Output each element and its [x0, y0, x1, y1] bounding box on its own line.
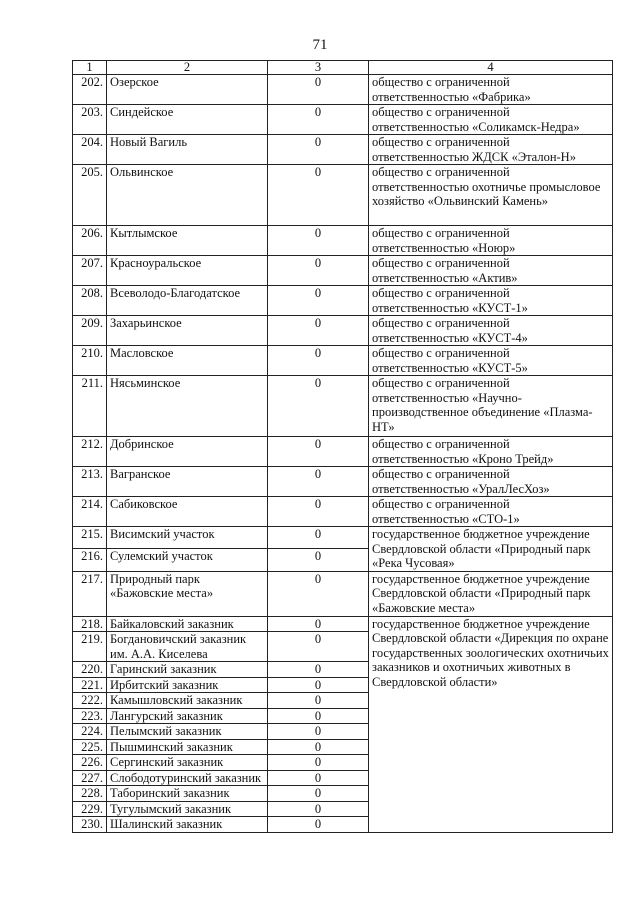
owner-organization: общество с ограниченной ответственностью ЖДСК «Эталон-Н»	[369, 135, 613, 165]
area-value: 0	[268, 632, 369, 662]
area-value: 0	[268, 571, 369, 616]
area-value: 0	[268, 616, 369, 632]
area-value: 0	[268, 376, 369, 437]
territory-name: Природный парк «Бажовские места»	[107, 571, 268, 616]
owner-organization-merged: государственное бюджетное учреждение Свердловской области «Природный парк «Бажовские места»	[369, 571, 613, 616]
territory-name: Синдейское	[107, 105, 268, 135]
territory-name: Тугулымский заказник	[107, 801, 268, 817]
row-number: 209.	[73, 316, 107, 346]
owner-organization: общество с ограниченной ответственностью «КУСТ-4»	[369, 316, 613, 346]
table-row	[73, 316, 613, 346]
area-value: 0	[268, 708, 369, 724]
row-number: 215.	[73, 527, 107, 549]
territory-name: Кытлымское	[107, 226, 268, 256]
territory-name: Сергинский заказник	[107, 755, 268, 771]
table-header	[73, 61, 613, 75]
row-number: 217.	[73, 571, 107, 616]
territory-name: Висимский участок	[107, 527, 268, 549]
row-number: 228.	[73, 786, 107, 802]
territory-name: Добринское	[107, 437, 268, 467]
row-number: 218.	[73, 616, 107, 632]
table-row	[73, 75, 613, 105]
area-value: 0	[268, 770, 369, 786]
header-col-1: 1	[73, 61, 107, 75]
area-value: 0	[268, 346, 369, 376]
area-value: 0	[268, 755, 369, 771]
area-value: 0	[268, 724, 369, 740]
row-number: 205.	[73, 165, 107, 226]
area-value: 0	[268, 256, 369, 286]
owner-organization: общество с ограниченной ответственностью «УралЛесХоз»	[369, 467, 613, 497]
table-row	[73, 256, 613, 286]
row-number: 221.	[73, 677, 107, 693]
territory-name: Сулемский участок	[107, 549, 268, 571]
owner-organization: общество с ограниченной ответственностью «Ноюр»	[369, 226, 613, 256]
table-row	[73, 497, 613, 527]
row-number: 223.	[73, 708, 107, 724]
row-number: 208.	[73, 286, 107, 316]
row-number: 229.	[73, 801, 107, 817]
territory-name: Всеволодо-Благодатское	[107, 286, 268, 316]
territory-name: Пышминский заказник	[107, 739, 268, 755]
territory-name: Красноуральское	[107, 256, 268, 286]
area-value: 0	[268, 316, 369, 346]
table-row	[73, 346, 613, 376]
table-row	[73, 437, 613, 467]
territory-name: Ирбитский заказник	[107, 677, 268, 693]
row-number: 225.	[73, 739, 107, 755]
row-number: 222.	[73, 693, 107, 709]
table-row	[73, 165, 613, 226]
territory-name: Масловское	[107, 346, 268, 376]
territory-name: Озерское	[107, 75, 268, 105]
owner-organization: общество с ограниченной ответственностью «КУСТ-1»	[369, 286, 613, 316]
row-number: 204.	[73, 135, 107, 165]
area-value: 0	[268, 801, 369, 817]
row-number: 214.	[73, 497, 107, 527]
row-number: 230.	[73, 817, 107, 833]
row-number: 227.	[73, 770, 107, 786]
territory-name: Нясьминское	[107, 376, 268, 437]
row-number: 226.	[73, 755, 107, 771]
row-number: 211.	[73, 376, 107, 437]
area-value: 0	[268, 817, 369, 833]
territory-name: Вагранское	[107, 467, 268, 497]
header-col-4: 4	[369, 61, 613, 75]
territory-name: Богдановичский заказник им. А.А. Киселева	[107, 632, 268, 662]
territory-name: Захарьинское	[107, 316, 268, 346]
table-row	[73, 226, 613, 256]
row-number: 219.	[73, 632, 107, 662]
area-value: 0	[268, 75, 369, 105]
row-number: 216.	[73, 549, 107, 571]
territory-name: Камышловский заказник	[107, 693, 268, 709]
owner-organization: общество с ограниченной ответственностью охотничье промысловое хозяйство «Ольвинский Камень»	[369, 165, 613, 226]
row-number: 220.	[73, 662, 107, 678]
row-number: 207.	[73, 256, 107, 286]
header-col-2: 2	[107, 61, 268, 75]
territory-name: Шалинский заказник	[107, 817, 268, 833]
table-row	[73, 286, 613, 316]
owner-organization: общество с ограниченной ответственностью «СТО-1»	[369, 497, 613, 527]
area-value: 0	[268, 226, 369, 256]
area-value: 0	[268, 105, 369, 135]
territory-name: Пелымский заказник	[107, 724, 268, 740]
row-number: 203.	[73, 105, 107, 135]
area-value: 0	[268, 135, 369, 165]
area-value: 0	[268, 549, 369, 571]
territory-name: Гаринский заказник	[107, 662, 268, 678]
area-value: 0	[268, 165, 369, 226]
territory-name: Лангурский заказник	[107, 708, 268, 724]
territory-name: Таборинский заказник	[107, 786, 268, 802]
registry-table	[72, 60, 613, 833]
row-number: 212.	[73, 437, 107, 467]
owner-organization: общество с ограниченной ответственностью «Научно-производственное объединение «Плазма-НТ»	[369, 376, 613, 437]
area-value: 0	[268, 677, 369, 693]
area-value: 0	[268, 527, 369, 549]
area-value: 0	[268, 739, 369, 755]
owner-organization: общество с ограниченной ответственностью «Фабрика»	[369, 75, 613, 105]
row-number: 224.	[73, 724, 107, 740]
owner-organization: общество с ограниченной ответственностью «Соликамск-Недра»	[369, 105, 613, 135]
territory-name: Сабиковское	[107, 497, 268, 527]
row-number: 206.	[73, 226, 107, 256]
territory-name: Слободотуринский заказник	[107, 770, 268, 786]
owner-organization-merged: государственное бюджетное учреждение Свердловской области «Дирекция по охране государственных зоологических охотничьих заказников и охотничьих животных в Свердловской области»	[369, 616, 613, 832]
owner-organization: общество с ограниченной ответственностью «Актив»	[369, 256, 613, 286]
area-value: 0	[268, 286, 369, 316]
area-value: 0	[268, 662, 369, 678]
area-value: 0	[268, 497, 369, 527]
area-value: 0	[268, 467, 369, 497]
owner-organization-merged: государственное бюджетное учреждение Свердловской области «Природный парк «Река Чусовая»	[369, 527, 613, 572]
table-row	[73, 467, 613, 497]
table-row	[73, 527, 613, 549]
area-value: 0	[268, 786, 369, 802]
row-number: 213.	[73, 467, 107, 497]
territory-name: Байкаловский заказник	[107, 616, 268, 632]
table-row	[73, 135, 613, 165]
area-value: 0	[268, 437, 369, 467]
header-col-3: 3	[268, 61, 369, 75]
table-body	[73, 75, 613, 833]
table-row	[73, 105, 613, 135]
table-row	[73, 616, 613, 632]
row-number: 210.	[73, 346, 107, 376]
territory-name: Ольвинское	[107, 165, 268, 226]
owner-organization: общество с ограниченной ответственностью «КУСТ-5»	[369, 346, 613, 376]
page-number: 71	[312, 37, 328, 53]
row-number: 202.	[73, 75, 107, 105]
table-row	[73, 376, 613, 437]
table-row	[73, 571, 613, 616]
area-value: 0	[268, 693, 369, 709]
territory-name: Новый Вагиль	[107, 135, 268, 165]
owner-organization: общество с ограниченной ответственностью «Кроно Трейд»	[369, 437, 613, 467]
